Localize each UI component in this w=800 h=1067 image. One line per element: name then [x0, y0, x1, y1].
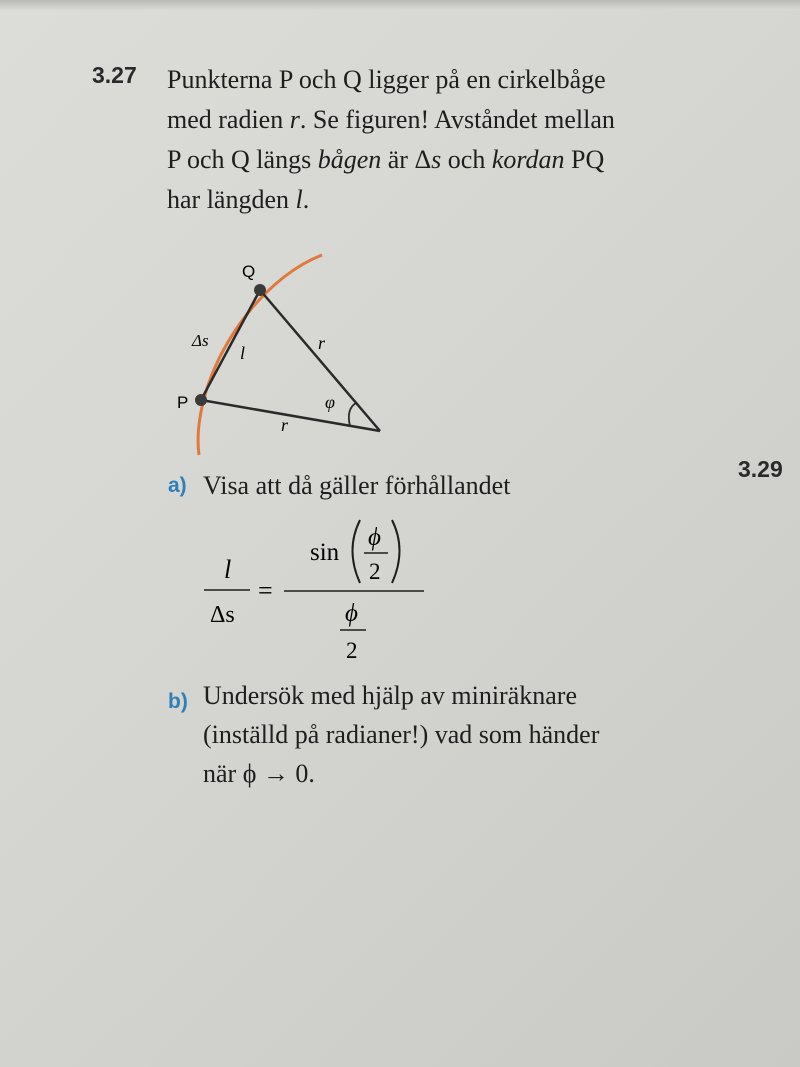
label-delta-s: Δs: [192, 331, 209, 350]
label-r-lower: r: [281, 415, 289, 435]
problem-line-1: Punkterna P och Q ligger på en cirkelbåge: [167, 65, 606, 94]
arc-chord-figure: [150, 245, 410, 465]
problem-line-4: har längden l.: [167, 185, 310, 214]
page-top-edge: [0, 0, 800, 10]
lhs-numerator: l: [224, 555, 232, 584]
angle-phi-arc: [349, 403, 356, 426]
rhs-den-two: 2: [346, 638, 358, 663]
chord-pq: [201, 290, 260, 400]
rhs-den-phi: ϕ: [345, 600, 358, 627]
part-b-line-1: Undersök med hjälp av miniräknare: [203, 681, 577, 710]
inner-phi: ϕ: [368, 524, 381, 551]
part-b-text: [203, 676, 599, 793]
label-q: Q: [242, 262, 256, 281]
label-p: P: [177, 393, 189, 412]
ratio-formula: [190, 515, 440, 675]
point-p: [195, 394, 207, 406]
label-phi: φ: [325, 392, 335, 412]
problem-number: 3.27: [92, 62, 137, 88]
label-l: l: [240, 343, 246, 363]
label-r-upper: r: [318, 333, 326, 353]
next-problem-number: 3.29: [738, 456, 783, 482]
radius-upper: [260, 290, 380, 431]
right-paren: [392, 520, 400, 583]
equals-sign: =: [258, 576, 273, 605]
lhs-denominator: Δs: [210, 602, 235, 628]
part-b-label: b): [168, 690, 188, 713]
problem-line-2: med radien r. Se figuren! Avståndet mellan: [167, 105, 615, 134]
inner-two: 2: [369, 559, 381, 584]
point-q: [254, 284, 266, 296]
part-a-label: a): [168, 474, 187, 497]
part-a-text: Visa att då gäller förhållandet: [203, 471, 511, 500]
part-b-line-2: (inställd på radianer!) vad som händer: [203, 720, 600, 749]
left-paren: [353, 520, 361, 583]
problem-statement: [167, 60, 727, 220]
problem-line-3: P och Q längs bågen är Δs och kordan PQ: [167, 145, 605, 174]
part-b-line-3: när ϕ → 0.: [203, 759, 315, 788]
sin-function: sin: [310, 539, 340, 566]
